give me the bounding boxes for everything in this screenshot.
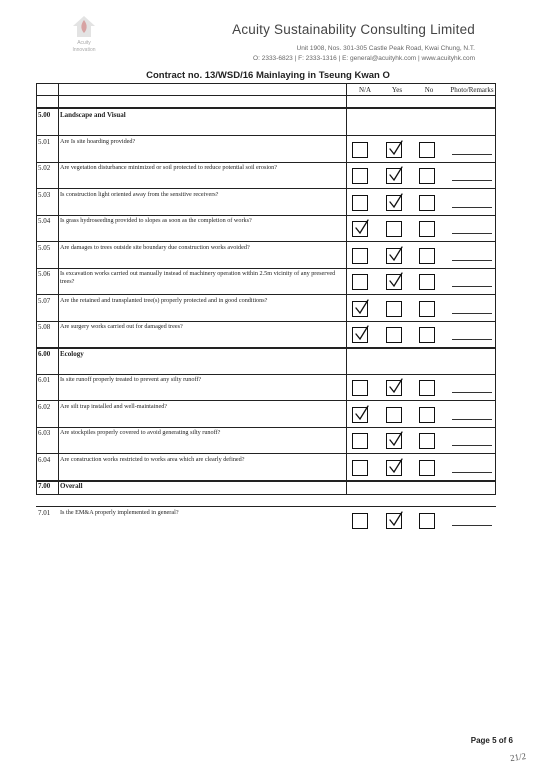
- column-header-yes: Yes: [391, 86, 403, 94]
- item-number: 6.02: [38, 402, 51, 411]
- checkbox-no[interactable]: [419, 380, 435, 396]
- remarks-line[interactable]: [452, 233, 492, 234]
- checkbox-na[interactable]: [352, 142, 368, 158]
- handwritten-initials: 21/2: [509, 750, 527, 764]
- checkbox-yes[interactable]: [386, 221, 402, 237]
- page-title: Contract no. 13/WSD/16 Mainlaying in Tseung Kwan O: [146, 70, 390, 81]
- company-name: Acuity Sustainability Consulting Limited: [232, 22, 475, 37]
- check-mark-icon: [387, 166, 403, 182]
- checkbox-na[interactable]: [352, 248, 368, 264]
- remarks-line[interactable]: [452, 445, 492, 446]
- item-number: 5.00: [38, 111, 51, 119]
- check-mark-icon: [387, 378, 403, 394]
- check-mark-icon: [353, 219, 369, 235]
- section-row: [36, 109, 496, 136]
- item-number: 6.03: [38, 429, 51, 437]
- item-number: 5.08: [38, 323, 51, 331]
- checklist-row: [36, 162, 496, 189]
- item-number: 5.01: [38, 137, 51, 146]
- company-contact: O: 2333-6823 | F: 2333-1316 | E: general@acuityhk.com | www.acuityhk.com: [253, 55, 475, 62]
- remarks-line[interactable]: [452, 286, 492, 287]
- checkbox-no[interactable]: [419, 407, 435, 423]
- column-header-no: No: [424, 86, 434, 94]
- question-text: Are Is site hoarding provided?: [60, 137, 136, 145]
- item-number: 5.06: [38, 270, 51, 278]
- checklist-row: [36, 454, 496, 481]
- checkbox-na[interactable]: [352, 433, 368, 449]
- question-text: Are construction works restricted to works area which are clearly defined?: [60, 455, 245, 463]
- checkbox-no[interactable]: [419, 195, 435, 211]
- remarks-line[interactable]: [452, 180, 492, 181]
- question-text: Is site runoff properly treated to prevent any silty runoff?: [60, 376, 202, 383]
- check-mark-icon: [353, 325, 369, 341]
- question-text: Are surgery works carried out for damaged trees?: [60, 323, 183, 330]
- checkbox-na[interactable]: [352, 195, 368, 211]
- checklist-row: [36, 215, 496, 242]
- logo-text-1: Acuity: [77, 40, 91, 46]
- item-number: 7.01: [38, 508, 51, 517]
- item-number: 6.04: [38, 455, 51, 464]
- section-title: Overall: [60, 482, 83, 490]
- item-number: 5.05: [38, 243, 51, 252]
- checklist-table: [36, 83, 496, 517]
- checkbox-yes[interactable]: [386, 327, 402, 343]
- section-title: Landscape and Visual: [60, 111, 126, 119]
- remarks-line[interactable]: [452, 154, 492, 155]
- question-text: Is excavation works carried out manually instead of machinery operation within 2.5m vicinity of any preserved trees?: [60, 270, 336, 285]
- item-number: 5.03: [38, 190, 51, 199]
- item-number: 7.00: [38, 482, 51, 490]
- question-text: Are stockpiles properly covered to avoid generating silty runoff?: [60, 429, 221, 436]
- remarks-line[interactable]: [452, 339, 492, 340]
- checklist-row: [36, 401, 496, 428]
- checklist-row: [36, 268, 496, 295]
- check-mark-icon: [387, 511, 403, 527]
- question-text: Are vegetation disturbance minimized or soil protected to reduce potential soil erosion?: [60, 164, 278, 171]
- item-number: 5.02: [38, 164, 51, 172]
- question-text: Are damages to trees outside site boundary due construction works avoided?: [60, 243, 250, 251]
- item-number: 5.07: [38, 296, 51, 305]
- item-number: 6.01: [38, 376, 51, 384]
- checklist-row: [36, 189, 496, 216]
- item-number: 5.04: [38, 217, 51, 225]
- question-text: Is construction light oriented away from the sensitive receivers?: [60, 190, 219, 198]
- checkbox-no[interactable]: [419, 221, 435, 237]
- checkbox-no[interactable]: [419, 142, 435, 158]
- checklist-row: [36, 295, 496, 322]
- checkbox-yes[interactable]: [386, 407, 402, 423]
- remarks-line[interactable]: [452, 419, 492, 420]
- remarks-line[interactable]: [452, 525, 492, 526]
- section-title: Ecology: [60, 349, 84, 358]
- question-text: Are the retained and transplanted tree(s) properly protected and in good conditions?: [60, 296, 268, 304]
- checkbox-na[interactable]: [352, 274, 368, 290]
- checklist-row: [36, 242, 496, 269]
- remarks-line[interactable]: [452, 392, 492, 393]
- company-address: Unit 1908, Nos. 301-305 Castle Peak Road, Kwai Chung, N.T.: [296, 45, 475, 52]
- check-mark-icon: [387, 458, 403, 474]
- checkbox-no[interactable]: [419, 301, 435, 317]
- company-logo: [58, 14, 110, 66]
- check-mark-icon: [387, 193, 403, 209]
- checkbox-na[interactable]: [352, 168, 368, 184]
- column-header-remarks: Photo/Remarks: [450, 86, 494, 94]
- section-row: [36, 480, 496, 507]
- checkbox-yes[interactable]: [386, 301, 402, 317]
- checkbox-no[interactable]: [419, 327, 435, 343]
- section-row: [36, 348, 496, 375]
- checklist-row: [36, 136, 496, 163]
- checkbox-no[interactable]: [419, 433, 435, 449]
- checklist-row: [36, 507, 496, 534]
- question-text: Are silt trap installed and well-maintained?: [60, 402, 168, 410]
- check-mark-icon: [387, 431, 403, 447]
- check-mark-icon: [387, 140, 403, 156]
- checkbox-no[interactable]: [419, 513, 435, 529]
- page-number: Page 5 of 6: [470, 736, 513, 745]
- checkbox-no[interactable]: [419, 460, 435, 476]
- question-text: Is grass hydroseeding provided to slopes as soon as the completion of works?: [60, 217, 252, 224]
- check-mark-icon: [387, 272, 403, 288]
- remarks-line[interactable]: [452, 207, 492, 208]
- checkbox-no[interactable]: [419, 248, 435, 264]
- checkbox-na[interactable]: [352, 380, 368, 396]
- checklist-row: [36, 321, 496, 348]
- check-mark-icon: [387, 246, 403, 262]
- remarks-line[interactable]: [452, 472, 492, 473]
- check-mark-icon: [353, 405, 369, 421]
- checkbox-no[interactable]: [419, 274, 435, 290]
- checkbox-na[interactable]: [352, 460, 368, 476]
- question-text: Is the EM&A properly implemented in general?: [60, 508, 179, 516]
- checkbox-no[interactable]: [419, 168, 435, 184]
- checklist-row: [36, 374, 496, 401]
- checklist-row: [36, 427, 496, 454]
- column-header-na: N/A: [358, 86, 372, 94]
- remarks-line[interactable]: [452, 260, 492, 261]
- remarks-line[interactable]: [452, 313, 492, 314]
- checkbox-na[interactable]: [352, 513, 368, 529]
- logo-text-2: Innovation: [72, 47, 96, 53]
- item-number: 6.00: [38, 349, 51, 358]
- logo-icon: [71, 14, 97, 40]
- check-mark-icon: [353, 299, 369, 315]
- header-row-divider: [36, 95, 496, 96]
